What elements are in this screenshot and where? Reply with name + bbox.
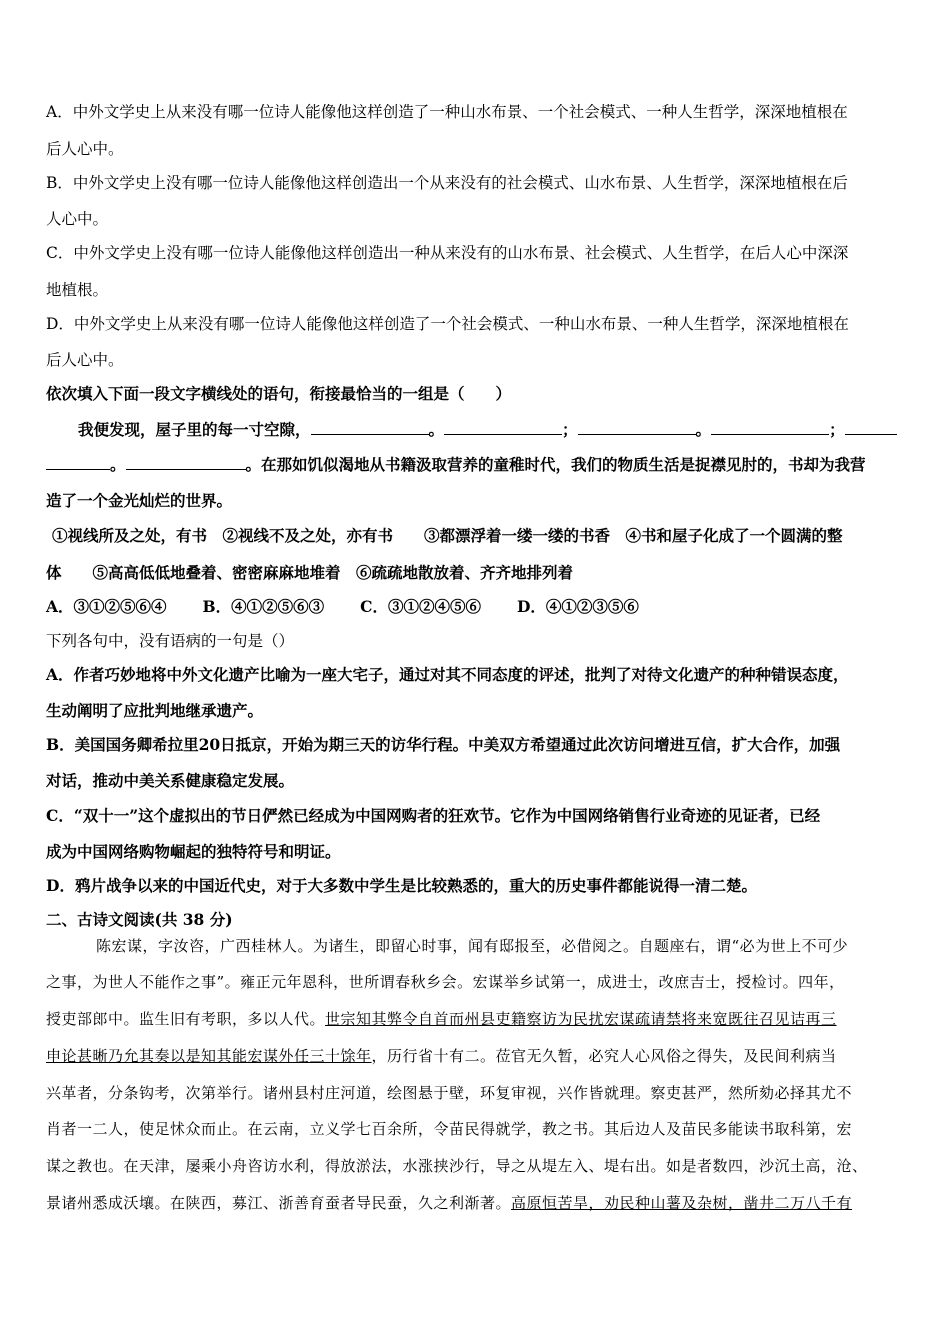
fill-paragraph-line2: [46, 454, 866, 476]
fill-blank-1: [311, 419, 429, 435]
prev-option-b-line2: 人心中。: [46, 210, 109, 228]
passage-line-2: 之事，为世人不能作之事”。雍正元年恩科，世所谓春秋乡会。宏谋举乡试第一，成进士，改庶吉士，授检讨。四年，: [46, 973, 845, 991]
passage-line-1: 陈宏谋，字汝咨，广西桂林人。为诸生，即留心时事，闻有邸报至，必借阅之。自题座右，谓“必为世上不可少: [96, 937, 849, 955]
passage-line-4-underlined: 申论甚晰乃允其奏以是知其能宏谋外任三十馀年: [46, 1047, 372, 1065]
passage-line-3-underlined: 世宗知其弊令自首而州县吏籍察访为民扰宏谋疏请禁将来宽既往召见诘再三: [325, 1010, 837, 1028]
sick-option-b-line1: B．美国国务卿希拉里20日抵京，开始为期三天的访华行程。中美双方希望通过此次访问增进互信，扩大合作，加强: [46, 735, 841, 754]
passage-line-3-text: 授吏部郎中。监生旧有考职，多以人代。: [46, 1010, 326, 1028]
passage-line-6: 肖者一二人，使足怵众而止。在云南，立义学七百余所，令苗民得就学，教之书。其后边人及苗民多能读书取科第，宏: [46, 1120, 853, 1138]
fill-blank-5-start: [845, 419, 897, 435]
prev-option-c-line2: 地植根。: [46, 281, 109, 299]
sick-option-a-line2: 生动阐明了应批判地继承遗产。: [46, 701, 264, 720]
punct-semicolon-2: ；: [829, 420, 845, 439]
passage-line-4-text: ，历行省十有二。莅官无久暂，必究人心风俗之得失，及民间利病当: [371, 1047, 837, 1065]
punct-dot-3: 。: [110, 455, 126, 474]
prev-option-b-line1: B．中外文学史上没有哪一位诗人能像他这样创造出一个从来没有的社会模式、山水布景、人生哲学，深深地植根在后: [46, 174, 848, 192]
fill-blank-6: [126, 454, 246, 470]
punct-dot-2: 。: [695, 420, 712, 439]
prev-option-a-line2: 后人心中。: [46, 140, 124, 158]
passage-line-8-underlined: 高原恒苦旱，劝民种山薯及杂树，凿井二万八千有: [511, 1194, 853, 1212]
fill-blank-5-end: [46, 454, 110, 470]
punct-dot-1: 。: [428, 420, 445, 439]
passage-line-5: 兴革者，分条钩考，次第举行。诸州县村庄河道，绘图悬于壁，环复审视，兴作皆就理。察吏甚严，然所劾必择其尤不: [46, 1084, 853, 1102]
fill-paragraph-line1: [78, 419, 897, 441]
sick-option-a-line1: A．作者巧妙地将中外文化遗产比喻为一座大宅子，通过对其不同态度的评述，批判了对待文化遗产的种种错误态度，: [46, 665, 849, 684]
fill-question-stem: 依次填入下面一段文字横线处的语句，衔接最恰当的一组是（ ）: [46, 384, 512, 403]
fill-items-line2: 体 ⑤高高低低地叠着、密密麻麻地堆着 ⑥疏疏地散放着、齐齐地排列着: [46, 563, 574, 582]
section-title: 二、古诗文阅读(共 38 分): [46, 910, 233, 929]
fill-blank-2: [444, 419, 562, 435]
fill-paragraph-tail: 。在那如饥似渴地从书籍汲取营养的童稚时代，我们的物质生活是捉襟见肘的，书却为我营: [245, 455, 866, 474]
fill-paragraph-line3: 造了一个金光灿烂的世界。: [46, 491, 233, 510]
passage-line-7: 谋之教也。在天津，屡乘小舟咨访水利，得放淤法，水涨挟沙行，导之从堤左入、堤右出。如是者数四，沙沉土高，沧、: [46, 1157, 868, 1175]
passage-line-8: [46, 1192, 852, 1214]
sick-option-c-line2: 成为中国网络购物崛起的独特符号和明证。: [46, 842, 341, 861]
passage-line-3: [46, 1008, 837, 1030]
punct-semicolon-1: ；: [562, 420, 578, 439]
fill-blank-4: [711, 419, 829, 435]
fill-options: [46, 596, 639, 618]
sick-option-c-line1: C．“双十一”这个虚拟出的节日俨然已经成为中国网购者的狂欢节。它作为中国网络销售行业奇迹的见证者，已经: [46, 806, 821, 825]
fill-items-line1: ①视线所及之处，有书 ②视线不及之处，亦有书 ③都漂浮着一缕一缕的书香 ④书和屋子化成了一个圆满的整: [52, 526, 843, 545]
sick-option-b-line2: 对话，推动中美关系健康稳定发展。: [46, 771, 295, 790]
fill-option-b: B．④①②⑤⑥③: [202, 597, 325, 616]
fill-option-c: C．③①②④⑤⑥: [360, 597, 481, 616]
fill-paragraph-lead: 我便发现，屋子里的每一寸空隙，: [78, 420, 311, 439]
prev-option-d-line2: 后人心中。: [46, 351, 124, 369]
fill-option-d: D．④①②③⑤⑥: [516, 597, 639, 616]
fill-blank-3: [578, 419, 696, 435]
prev-option-c-line1: C．中外文学史上没有哪一位诗人能像他这样创造出一种从来没有的山水布景、社会模式、人生哲学，在后人心中深深: [46, 244, 849, 262]
fill-option-a: A．③①②⑤⑥④: [46, 597, 167, 616]
passage-line-4: [46, 1045, 837, 1067]
prev-option-a-line1: A．中外文学史上从来没有哪一位诗人能像他这样创造了一种山水布景、一个社会模式、一种人生哲学，深深地植根在: [46, 103, 848, 121]
sick-option-d: D．鸦片战争以来的中国近代史，对于大多数中学生是比较熟悉的，重大的历史事件都能说得一清二楚。: [46, 876, 757, 895]
sick-question-stem: 下列各句中，没有语病的一句是（）: [46, 632, 295, 650]
prev-option-d-line1: D．中外文学史上从来没有哪一位诗人能像他这样创造了一个社会模式、一种山水布景、一种人生哲学，深深地植根在: [46, 315, 849, 333]
passage-line-8-text: 景诸州悉成沃壤。在陕西，募江、浙善育蚕者导民蚕，久之利渐著。: [46, 1194, 512, 1212]
